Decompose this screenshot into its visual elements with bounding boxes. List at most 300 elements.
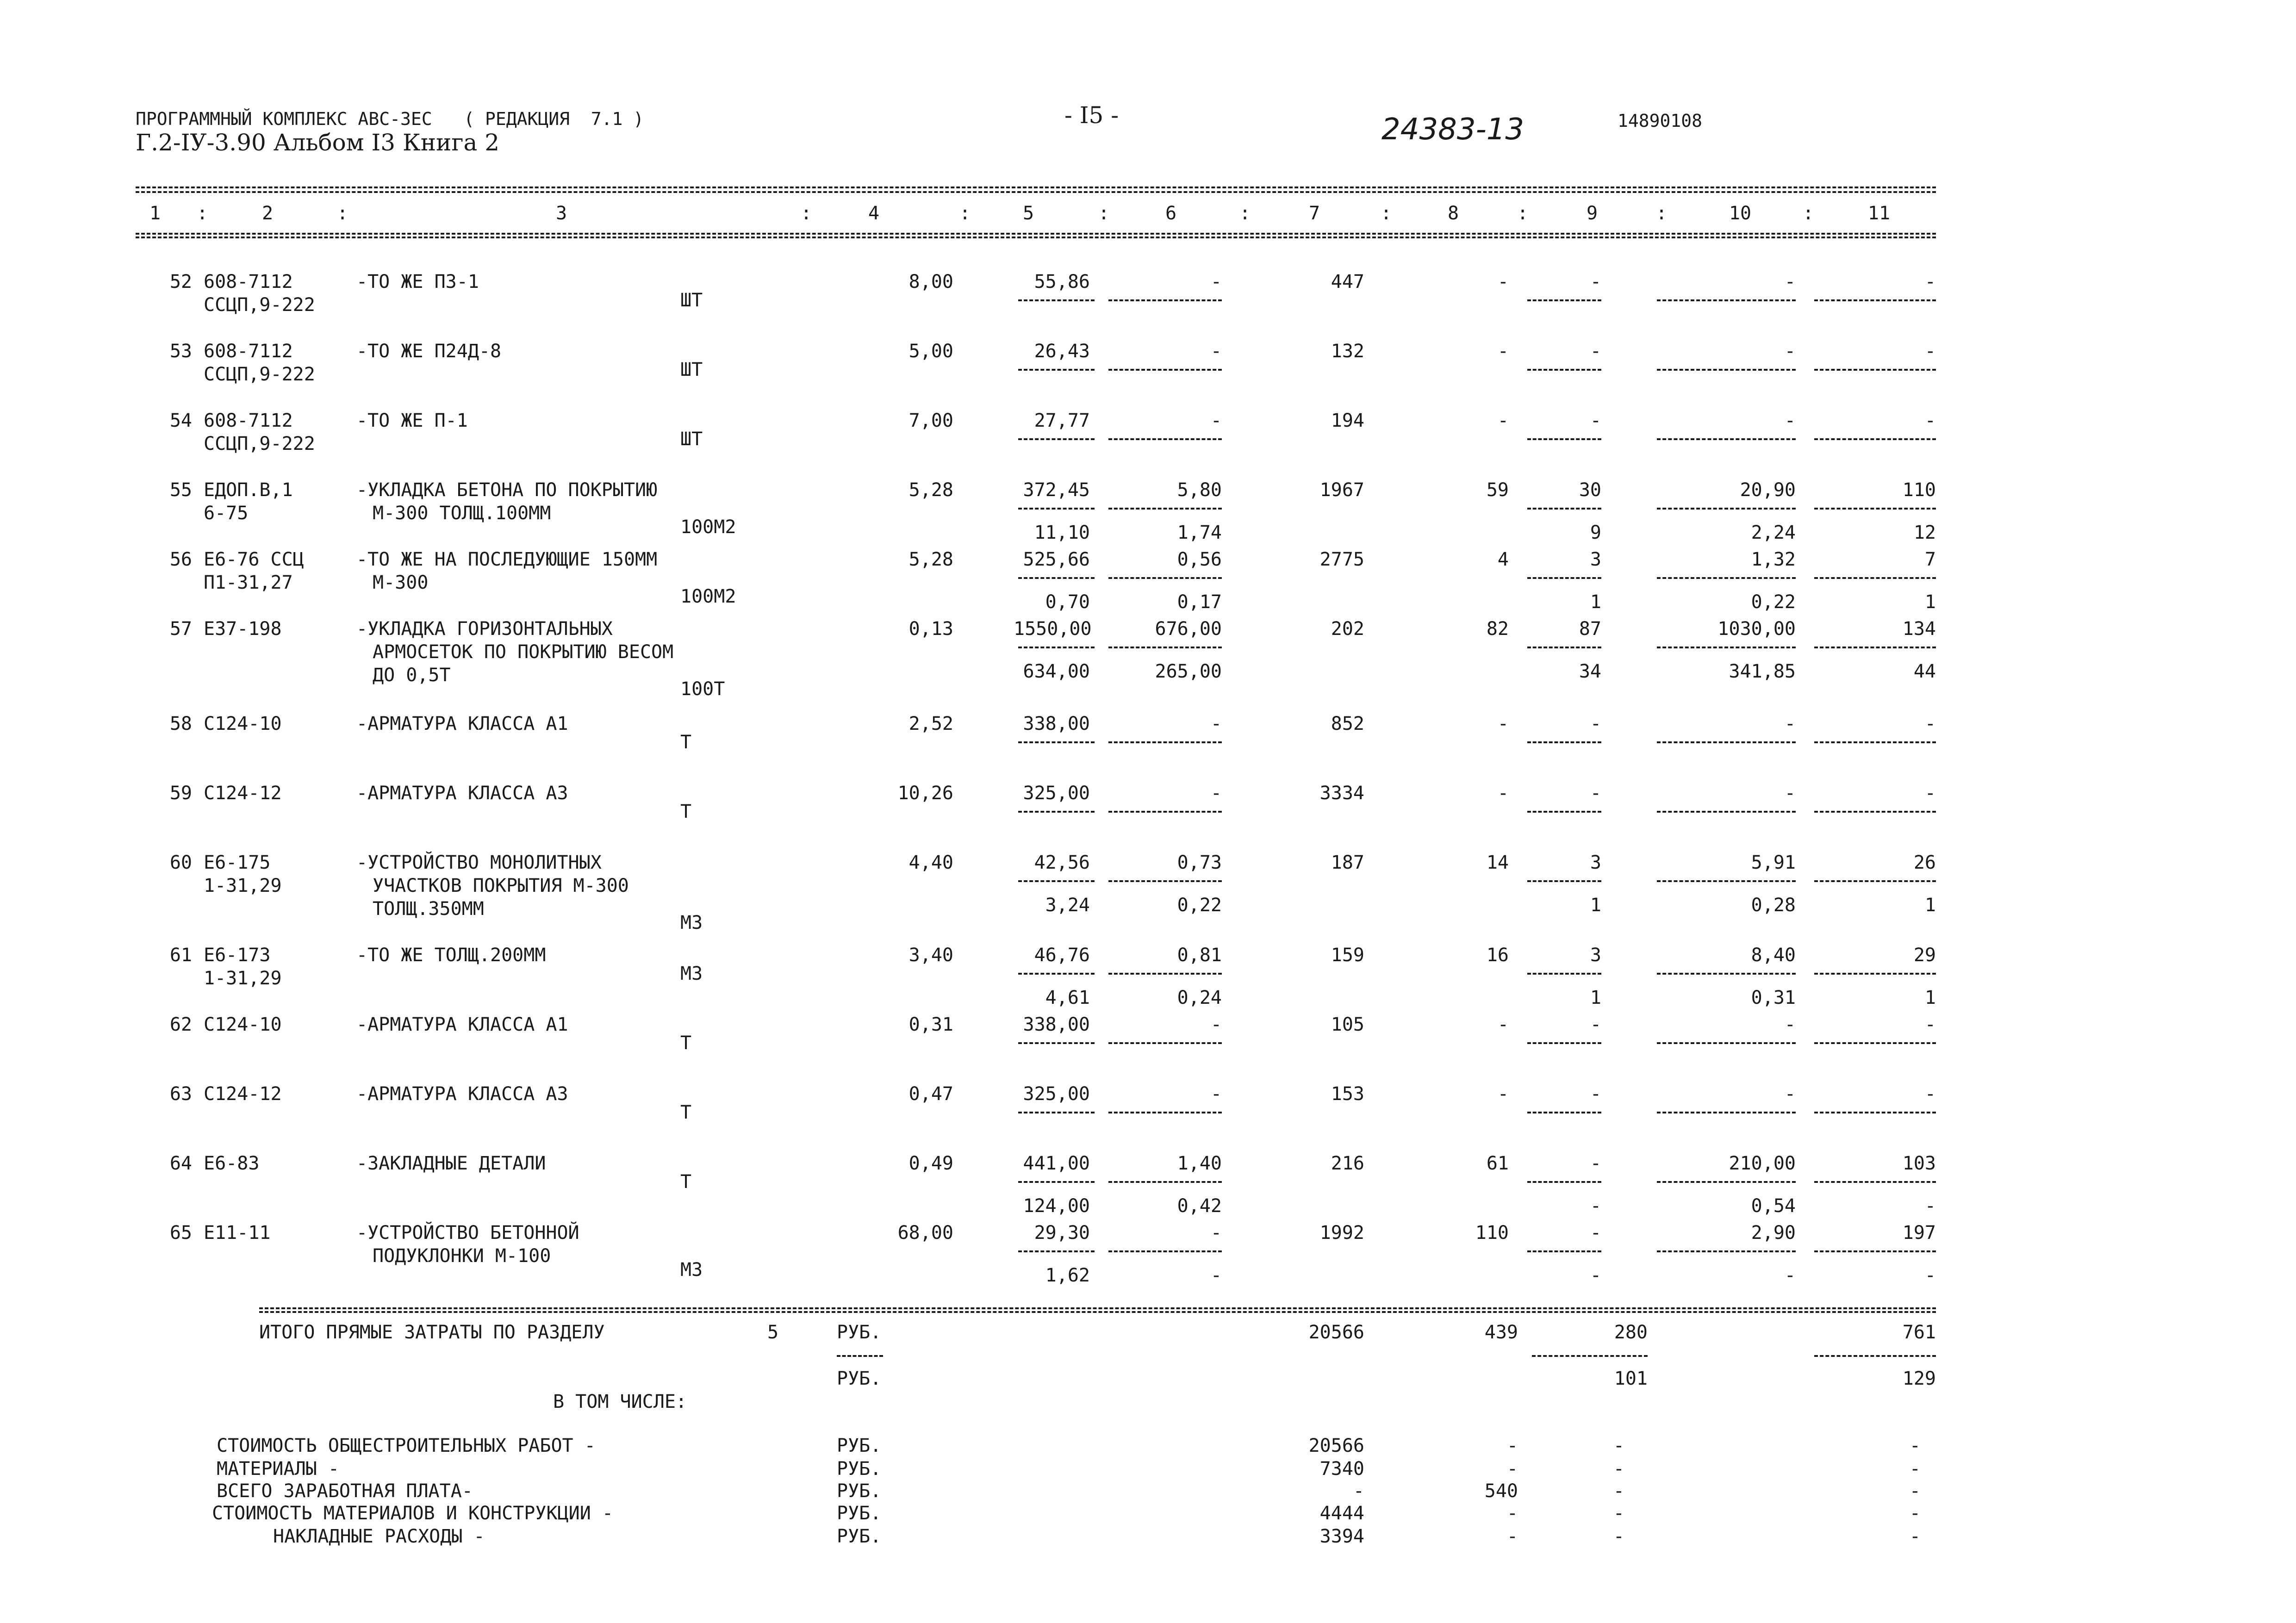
row-c6: - [1210,783,1222,804]
row-c11-sub: 44 [1913,661,1936,682]
row-c9-sub: - [1590,1265,1601,1286]
row-c10-rule [1657,1250,1796,1252]
row-unit: 100М2 [680,586,736,607]
row-c10: 210,00 [1729,1153,1796,1174]
row-c5-rule [1018,741,1095,743]
row-c9-rule [1527,647,1601,648]
row-c10-rule [1657,741,1796,743]
row-c5-rule [1018,1250,1095,1252]
row-col7: 852 [1331,713,1364,734]
totals-rule [259,1307,1936,1309]
row-number: 58 [169,713,192,734]
row-c10: 20,90 [1740,479,1796,501]
row-code: 608-7112 [204,341,293,362]
row-c6-sub: 0,24 [1177,987,1222,1008]
row-c9-rule [1527,369,1601,371]
row-description: ДО 0,5Т [373,665,451,686]
row-number: 52 [169,271,192,292]
row-unit: ШТ [680,290,703,311]
row-c6-sub: 1,74 [1177,522,1222,543]
row-description: ТОЛЩ.350ММ [373,898,484,920]
summary-col9: - [1613,1526,1624,1547]
row-col8: 4 [1497,549,1509,570]
row-col8: - [1497,1083,1509,1105]
row-code: Е6-175 [204,852,271,873]
program-title: ПРОГРАММНЫЙ КОМПЛЕКС АВС-ЗЕС ( РЕДАКЦИЯ 7.1 ) [136,109,644,129]
row-number: 64 [169,1153,192,1174]
row-code: Е6-173 [204,945,271,966]
row-code: 608-7112 [204,410,293,431]
row-description: -ТО ЖЕ П-1 [356,410,468,431]
row-description: -АРМАТУРА КЛАССА А1 [356,713,568,734]
column-number-9: 9 [1586,203,1598,224]
column-number-6: 6 [1165,203,1177,224]
row-c9: 30 [1579,479,1601,501]
row-c9-rule [1527,299,1601,301]
row-c6-rule [1108,880,1222,882]
row-code: ССЦП,9-222 [204,294,315,316]
row-code: 6-75 [204,503,249,524]
row-c11-rule [1814,299,1936,301]
row-c6-rule [1108,1181,1222,1183]
row-unit: М3 [680,963,703,984]
row-c10-rule [1657,369,1796,371]
summary-col9: - [1613,1503,1624,1524]
row-c5: 525,66 [1023,549,1090,570]
row-c11-rule [1814,577,1936,579]
column-number-3: 3 [555,203,567,224]
row-code: 608-7112 [204,271,293,292]
row-c5-rule [1018,438,1095,440]
summary-col7: - [1353,1480,1364,1502]
totals-unit-2: РУБ. [837,1368,882,1389]
row-code: 1-31,29 [204,968,282,989]
row-c6: - [1210,1014,1222,1035]
summary-label: ВСЕГО ЗАРАБОТНАЯ ПЛАТА- [217,1480,473,1502]
summary-col7: 7340 [1319,1458,1364,1480]
summary-col11: - [1909,1526,1921,1547]
row-c6-rule [1108,508,1222,510]
row-c9: - [1590,271,1601,292]
row-col7: 159 [1331,945,1364,966]
summary-col8: - [1506,1458,1518,1480]
row-quantity: 8,00 [908,271,953,292]
row-c9-rule [1527,741,1601,743]
row-c6: 0,73 [1177,852,1222,873]
row-c5-rule [1018,880,1095,882]
row-c6-sub: 0,42 [1177,1195,1222,1217]
row-c10: 2,90 [1751,1222,1796,1244]
row-c9-sub: 1 [1590,987,1601,1008]
row-col7: 2775 [1319,549,1364,570]
summary-unit: РУБ. [837,1526,882,1547]
row-c5-sub: 0,70 [1045,591,1090,613]
row-col7: 153 [1331,1083,1364,1105]
row-c6: 0,56 [1177,549,1222,570]
row-c5-rule [1018,973,1095,975]
row-code: Е37-198 [204,618,282,640]
row-c10-rule [1657,1181,1796,1183]
column-separator: : [1803,203,1814,224]
row-c6-rule [1108,369,1222,371]
column-separator: : [959,203,971,224]
totals-col7: 20566 [1308,1322,1364,1343]
row-c10-sub: 0,28 [1751,895,1796,916]
row-unit: Т [680,801,692,822]
row-c10-rule [1657,1042,1796,1044]
row-c11: - [1924,1083,1936,1105]
row-c10-sub: 2,24 [1751,522,1796,543]
column-separator: : [1656,203,1668,224]
row-col7: 216 [1331,1153,1364,1174]
row-col8: - [1497,783,1509,804]
row-c9-sub: 9 [1590,522,1601,543]
row-c10-sub: 341,85 [1729,661,1796,682]
row-description: -ТО ЖЕ НА ПОСЛЕДУЮЩИЕ 150ММ [356,549,658,570]
row-description: ПОДУКЛОНКИ М-100 [373,1245,551,1267]
row-code: Е6-83 [204,1153,260,1174]
row-c5-rule [1018,577,1095,579]
row-quantity: 4,40 [908,852,953,873]
row-c9: - [1590,713,1601,734]
column-number-10: 10 [1729,203,1752,224]
row-c6: - [1210,1222,1222,1244]
row-c10: 8,40 [1751,945,1796,966]
row-c11-rule [1814,647,1936,648]
row-c10: 1030,00 [1717,618,1796,640]
row-c10-rule [1657,973,1796,975]
row-c6: - [1210,271,1222,292]
row-c10-rule [1657,1112,1796,1113]
row-c9-rule [1527,438,1601,440]
totals-section: 5 [767,1322,779,1343]
row-c10: - [1784,1083,1796,1105]
row-c9: - [1590,1083,1601,1105]
row-code: П1-31,27 [204,572,293,593]
row-c6-sub: - [1210,1265,1222,1286]
row-number: 60 [169,852,192,873]
album-title: Г.2-IУ-3.90 Альбом I3 Книга 2 [136,129,500,156]
totals-col8: 439 [1484,1322,1518,1343]
row-c9-rule [1527,577,1601,579]
row-c9-rule [1527,1042,1601,1044]
row-col7: 194 [1331,410,1364,431]
totals-col11: 761 [1902,1322,1936,1343]
row-c10-rule [1657,508,1796,510]
row-col8: 16 [1486,945,1509,966]
row-c5-sub: 634,00 [1023,661,1090,682]
row-c6: - [1210,410,1222,431]
row-c11: - [1924,713,1936,734]
row-c6: 0,81 [1177,945,1222,966]
row-c11: 103 [1902,1153,1936,1174]
row-code: ССЦП,9-222 [204,433,315,454]
row-c9-rule [1527,1181,1601,1183]
row-c6-sub: 265,00 [1155,661,1222,682]
row-c6-rule [1108,647,1222,648]
row-c6-rule [1108,811,1222,813]
row-c6-rule [1108,438,1222,440]
row-c10: 5,91 [1751,852,1796,873]
row-c5-sub: 1,62 [1045,1265,1090,1286]
row-c5-rule [1018,1181,1095,1183]
row-code: Е6-76 ССЦ [204,549,304,570]
row-description: -АРМАТУРА КЛАССА А3 [356,1083,568,1105]
summary-col11: - [1909,1435,1921,1456]
row-description: -АРМАТУРА КЛАССА А1 [356,1014,568,1035]
row-c5-rule [1018,1112,1095,1113]
row-c11-sub: - [1924,1265,1936,1286]
row-c5: 338,00 [1023,1014,1090,1035]
totals-label: ИТОГО ПРЯМЫЕ ЗАТРАТЫ ПО РАЗДЕЛУ [259,1322,605,1343]
row-c10-sub: 0,54 [1751,1195,1796,1217]
row-c11: - [1924,341,1936,362]
row-c10-sub: - [1784,1265,1796,1286]
summary-label: МАТЕРИАЛЫ - [217,1458,339,1480]
row-unit: М3 [680,1259,703,1281]
summary-label: НАКЛАДНЫЕ РАСХОДЫ - [273,1526,485,1547]
row-c10: - [1784,1014,1796,1035]
row-unit: М3 [680,912,703,933]
row-number: 59 [169,783,192,804]
row-col7: 1967 [1319,479,1364,501]
row-c10-rule [1657,299,1796,301]
summary-col7: 3394 [1319,1526,1364,1547]
summary-label: СТОИМОСТЬ ОБЩЕСТРОИТЕЛЬНЫХ РАБОТ - [217,1435,596,1456]
row-number: 63 [169,1083,192,1105]
totals-unit: РУБ. [837,1322,882,1343]
column-separator: : [1381,203,1392,224]
row-number: 53 [169,341,192,362]
row-c5-sub: 4,61 [1045,987,1090,1008]
column-number-1: 1 [149,203,161,224]
summary-col9: - [1613,1458,1624,1480]
row-unit: Т [680,1171,692,1193]
summary-col7: 4444 [1319,1503,1364,1524]
row-c9: 3 [1590,852,1601,873]
row-c5: 338,00 [1023,713,1090,734]
row-c11-rule [1814,508,1936,510]
row-c9: - [1590,1153,1601,1174]
row-c11: 26 [1913,852,1936,873]
row-description: -АРМАТУРА КЛАССА А3 [356,783,568,804]
row-c9-sub: 1 [1590,895,1601,916]
summary-unit: РУБ. [837,1503,882,1524]
row-c5: 1550,00 [1014,618,1092,640]
column-number-2: 2 [261,203,274,224]
row-quantity: 10,26 [897,783,953,804]
summary-unit: РУБ. [837,1480,882,1502]
row-c9: - [1590,341,1601,362]
row-c5: 55,86 [1034,271,1090,292]
row-c6-rule [1108,1112,1222,1113]
row-c9-rule [1527,508,1601,510]
row-c5: 325,00 [1023,1083,1090,1105]
summary-col9: - [1613,1480,1624,1502]
row-c10-rule [1657,577,1796,579]
row-col8: 82 [1486,618,1509,640]
row-quantity: 3,40 [908,945,953,966]
row-description: -ЗАКЛАДНЫЕ ДЕТАЛИ [356,1153,546,1174]
summary-unit: РУБ. [837,1435,882,1456]
row-c9: - [1590,1014,1601,1035]
row-c9-rule [1527,973,1601,975]
column-number-4: 4 [868,203,880,224]
row-description: УЧАСТКОВ ПОКРЫТИЯ М-300 [373,875,629,896]
row-c11: - [1924,783,1936,804]
row-code: Е11-11 [204,1222,271,1244]
row-c11: - [1924,271,1936,292]
row-c5-rule [1018,1042,1095,1044]
row-c10: - [1784,271,1796,292]
row-c5-sub: 124,00 [1023,1195,1090,1217]
column-separator: : [1239,203,1251,224]
row-c10: - [1784,713,1796,734]
totals-col9-2: 101 [1614,1368,1648,1389]
row-code: ЕДОП.В,1 [204,479,293,501]
row-c10: 1,32 [1751,549,1796,570]
row-col8: 110 [1475,1222,1509,1244]
row-code: С124-10 [204,713,282,734]
column-number-7: 7 [1308,203,1320,224]
row-quantity: 7,00 [908,410,953,431]
row-unit: ШТ [680,429,703,450]
row-c10-sub: 0,31 [1751,987,1796,1008]
column-header-rule-2 [136,236,1936,238]
row-c10-rule [1657,811,1796,813]
row-c6: 1,40 [1177,1153,1222,1174]
row-c9-sub: 1 [1590,591,1601,613]
row-description: М-300 [373,572,429,593]
summary-unit: РУБ. [837,1458,882,1480]
summary-col8: - [1506,1503,1518,1524]
row-number: 56 [169,549,192,570]
row-unit: ШТ [680,359,703,380]
row-c6-rule [1108,577,1222,579]
row-c11: - [1924,410,1936,431]
row-quantity: 0,31 [908,1014,953,1035]
row-c11: 7 [1924,549,1936,570]
totals-col9-rule [1532,1355,1648,1357]
row-c10-rule [1657,880,1796,882]
row-col7: 202 [1331,618,1364,640]
row-c5: 441,00 [1023,1153,1090,1174]
row-col8: - [1497,713,1509,734]
row-c5-sub: 3,24 [1045,895,1090,916]
row-c6-sub: 0,22 [1177,895,1222,916]
row-code: С124-12 [204,783,282,804]
row-c10: - [1784,410,1796,431]
row-description: -ТО ЖЕ П24Д-8 [356,341,502,362]
summary-col8: 540 [1484,1480,1518,1502]
row-c10-rule [1657,438,1796,440]
row-c9: - [1590,1222,1601,1244]
row-code: ССЦП,9-222 [204,364,315,385]
row-c11: 110 [1902,479,1936,501]
row-description: -УКЛАДКА БЕТОНА ПО ПОКРЫТИЮ [356,479,658,501]
row-description: -ТО ЖЕ ТОЛЩ.200ММ [356,945,546,966]
row-c9: 87 [1579,618,1601,640]
row-c10-sub: 0,22 [1751,591,1796,613]
row-c5-rule [1018,811,1095,813]
row-c6-rule [1108,1250,1222,1252]
row-code: 1-31,29 [204,875,282,896]
row-c9-rule [1527,1250,1601,1252]
row-c10: - [1784,783,1796,804]
row-c5-rule [1018,647,1095,648]
including-label: В ТОМ ЧИСЛЕ: [553,1391,687,1412]
row-c5: 26,43 [1034,341,1090,362]
row-c11-rule [1814,973,1936,975]
row-unit: 100М2 [680,516,736,538]
row-quantity: 5,00 [908,341,953,362]
row-col8: 59 [1486,479,1509,501]
summary-col11: - [1909,1503,1921,1524]
row-col7: 447 [1331,271,1364,292]
row-c11-rule [1814,438,1936,440]
row-c5: 29,30 [1034,1222,1090,1244]
row-code: С124-10 [204,1014,282,1035]
row-col8: 14 [1486,852,1509,873]
summary-col8: - [1506,1435,1518,1456]
row-c5: 27,77 [1034,410,1090,431]
row-c6: - [1210,713,1222,734]
row-description: -УСТРОЙСТВО БЕТОННОЙ [356,1222,579,1244]
table-top-rule-2 [136,191,1936,193]
row-unit: Т [680,1032,692,1054]
row-quantity: 5,28 [908,549,953,570]
row-unit: Т [680,732,692,753]
row-c9-rule [1527,811,1601,813]
row-col7: 187 [1331,852,1364,873]
column-separator: : [337,203,348,224]
row-c9: 3 [1590,549,1601,570]
row-c11-rule [1814,1250,1936,1252]
row-unit: Т [680,1102,692,1123]
row-c5-rule [1018,508,1095,510]
row-c10-rule [1657,647,1796,648]
row-c9-rule [1527,1112,1601,1113]
totals-unit-rule [837,1355,883,1357]
summary-col8: - [1506,1526,1518,1547]
row-number: 54 [169,410,192,431]
row-c11: - [1924,1014,1936,1035]
column-number-5: 5 [1022,203,1034,224]
row-c5-rule [1018,299,1095,301]
row-c11-rule [1814,1112,1936,1113]
row-code: С124-12 [204,1083,282,1105]
row-c11-rule [1814,1042,1936,1044]
row-c9: - [1590,783,1601,804]
row-c9-sub: 34 [1579,661,1601,682]
row-c5: 325,00 [1023,783,1090,804]
row-c10: - [1784,341,1796,362]
row-c6: 676,00 [1155,618,1222,640]
document-code: 14890108 [1618,111,1703,131]
row-c11-rule [1814,811,1936,813]
column-number-11: 11 [1867,203,1891,224]
table-top-rule [136,187,1936,188]
summary-col11: - [1909,1480,1921,1502]
page-number: - I5 - [1064,102,1119,129]
row-c11-sub: - [1924,1195,1936,1217]
row-col8: - [1497,271,1509,292]
row-quantity: 5,28 [908,479,953,501]
column-header-rule [136,233,1936,235]
row-number: 55 [169,479,192,501]
row-col7: 1992 [1319,1222,1364,1244]
row-c11-sub: 1 [1924,895,1936,916]
